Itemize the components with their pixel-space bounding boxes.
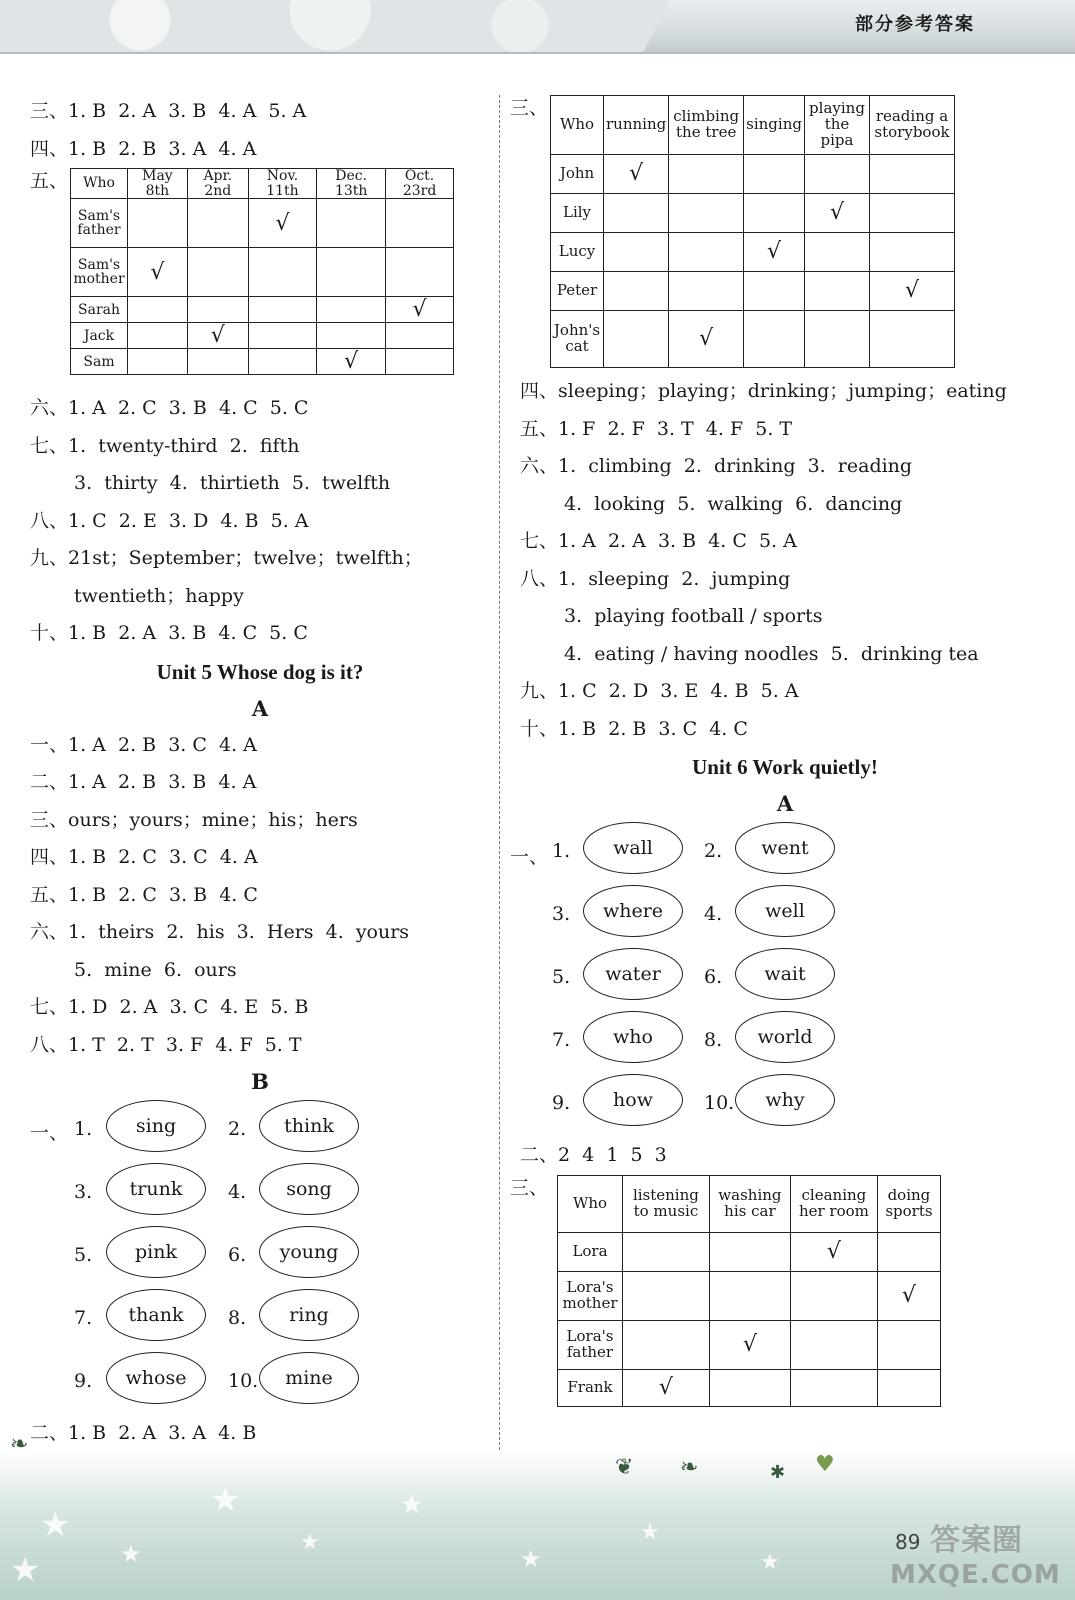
right-column — [510, 93, 1050, 1415]
row-name: Lora's father — [558, 1320, 623, 1369]
section-label: 九、 — [30, 547, 69, 569]
page-number: 89 — [895, 1530, 921, 1554]
check-cell: √ — [870, 272, 955, 311]
answer-line — [520, 523, 1050, 561]
unit5-section-a-answers — [30, 727, 490, 1065]
answer-text: 1. A 2. A 3. B 4. C 5. A — [558, 530, 797, 552]
check-cell: √ — [604, 155, 669, 194]
section-label: 五、 — [30, 883, 69, 906]
section-label: 六、 — [30, 921, 69, 943]
star-icon: ★ — [210, 1480, 241, 1520]
column-header: Nov. 11th — [248, 169, 317, 199]
answer-text: 1. C 2. D 3. E 4. B 5. A — [558, 680, 799, 702]
check-cell — [128, 323, 188, 349]
item-number: 5. — [552, 966, 571, 988]
item-number: 6. — [704, 966, 723, 988]
check-cell — [790, 1320, 877, 1369]
oval-word: young — [259, 1226, 359, 1278]
oval-word: wall — [583, 822, 683, 874]
table-row — [71, 297, 454, 323]
section-label: 八、 — [520, 567, 559, 590]
check-cell — [386, 349, 454, 375]
answer-line — [30, 839, 490, 877]
unit6-oval-block — [510, 822, 1050, 1137]
table-header-row — [551, 96, 955, 155]
row-name: Lora's mother — [558, 1271, 623, 1320]
item-number: 4. — [704, 903, 723, 925]
table-row — [71, 199, 454, 248]
oval-row — [520, 948, 1050, 1011]
answer-line — [520, 636, 1050, 674]
answer-text: 2 4 1 5 3 — [558, 1144, 667, 1166]
section-label: 九、 — [520, 680, 559, 702]
table-row — [551, 155, 955, 194]
section-label: 八、 — [30, 1033, 69, 1056]
row-name: John — [551, 155, 604, 194]
item-number: 9. — [552, 1092, 571, 1114]
row-name: Lora — [558, 1232, 623, 1271]
item-number: 9. — [74, 1370, 93, 1392]
table-row — [551, 311, 955, 368]
check-cell — [709, 1369, 790, 1406]
check-cell — [669, 155, 744, 194]
item-number: 2. — [704, 840, 723, 862]
row-name: Sam's mother — [71, 248, 128, 297]
item-number: 7. — [552, 1029, 571, 1051]
section-label: 四、 — [30, 846, 69, 868]
column-header: reading a storybook — [870, 96, 955, 155]
chores-table — [557, 1175, 941, 1407]
table-row — [551, 272, 955, 311]
star-icon: ★ — [40, 1505, 71, 1545]
item-number: 3. — [74, 1181, 93, 1203]
section-label: 五、 — [520, 417, 559, 440]
column-header: Dec. 13th — [317, 169, 386, 199]
check-cell — [623, 1232, 710, 1271]
oval-word: where — [583, 885, 683, 937]
item-number: 6. — [228, 1244, 247, 1266]
check-cell: √ — [623, 1369, 710, 1406]
answer-text: 1. climbing 2. drinking 3. reading — [558, 455, 913, 477]
check-cell — [804, 155, 869, 194]
answer-text: ours；yours；mine；his；hers — [68, 808, 358, 831]
oval-word: wait — [735, 948, 835, 1000]
watermark-logo: 答案圈 — [930, 1523, 1023, 1558]
oval-words-list — [30, 1100, 490, 1415]
check-cell: √ — [248, 199, 317, 248]
answer-text: 21st；September；twelve；twelfth； — [68, 547, 423, 569]
answer-line — [30, 989, 490, 1027]
section-label: 一、 — [30, 1122, 69, 1144]
column-header: Who — [551, 96, 604, 155]
check-cell — [187, 199, 248, 248]
section-label: 四、 — [30, 137, 69, 160]
answer-line — [520, 673, 1050, 711]
leaf-icon: ❧ — [680, 1455, 699, 1480]
answer-line — [30, 93, 490, 131]
table-row — [71, 323, 454, 349]
section-label: 二、 — [30, 771, 69, 793]
check-cell — [386, 199, 454, 248]
check-cell — [128, 349, 188, 375]
answer-text: sleeping；playing；drinking；jumping；eating — [558, 380, 1007, 402]
unit5-title: Unit 5 Whose dog is it? — [156, 659, 364, 684]
column-header: Who — [558, 1175, 623, 1232]
leaf-icon: ✱ — [770, 1462, 786, 1483]
header-decoration — [0, 0, 670, 52]
check-cell — [604, 311, 669, 368]
table-row — [71, 349, 454, 375]
table-row — [558, 1232, 941, 1271]
answer-line — [30, 131, 490, 169]
section-a-heading: A — [251, 695, 269, 721]
check-cell — [317, 323, 386, 349]
check-cell — [669, 233, 744, 272]
oval-word: water — [583, 948, 683, 1000]
section-label: 一、 — [510, 846, 549, 868]
item-number: 8. — [228, 1307, 247, 1329]
section-label: 十、 — [30, 622, 69, 644]
check-cell — [870, 194, 955, 233]
answer-text: 1. B 2. A 3. B 4. C 5. C — [68, 622, 308, 644]
item-number: 3. — [552, 903, 571, 925]
check-cell — [790, 1369, 877, 1406]
answer-line — [30, 914, 490, 952]
section-label: 一、 — [30, 733, 69, 756]
section-label: 三、 — [510, 97, 549, 119]
check-cell — [248, 323, 317, 349]
answer-text: 1. B 2. B 3. C 4. C — [558, 717, 748, 740]
column-header: climbing the tree — [669, 96, 744, 155]
section-label: 二、 — [520, 1144, 559, 1166]
check-cell — [386, 323, 454, 349]
right-answers — [520, 373, 1050, 748]
section-label: 六、 — [520, 455, 559, 477]
oval-word: sing — [106, 1100, 206, 1152]
check-cell — [877, 1369, 940, 1406]
section-label: 五、 — [30, 170, 69, 192]
section-label: 二、 — [30, 1422, 69, 1444]
table-header-row — [71, 169, 454, 199]
check-cell — [709, 1271, 790, 1320]
item-number: 4. — [228, 1181, 247, 1203]
left-mid-answers — [30, 390, 490, 653]
item-number: 10. — [704, 1092, 735, 1114]
check-cell — [804, 272, 869, 311]
answer-text: 1. A 2. C 3. B 4. C 5. C — [68, 397, 309, 419]
check-cell — [877, 1232, 940, 1271]
answer-text: 3. playing football / sports — [564, 605, 823, 627]
oval-word: mine — [259, 1352, 359, 1404]
section-label: 三、 — [30, 808, 69, 831]
section-label: 六、 — [30, 397, 69, 419]
check-cell — [604, 194, 669, 233]
answer-text: 3. thirty 4. thirtieth 5. twelfth — [74, 472, 391, 494]
answer-text: 1. F 2. F 3. T 4. F 5. T — [558, 417, 793, 440]
check-cell — [870, 233, 955, 272]
answer-line — [30, 877, 490, 915]
star-icon: ★ — [300, 1530, 320, 1555]
unit6-order-answer — [520, 1137, 1050, 1175]
table-row — [558, 1271, 941, 1320]
check-cell — [744, 155, 805, 194]
answer-text: 4. looking 5. walking 6. dancing — [564, 492, 903, 515]
table-row — [551, 194, 955, 233]
answer-line — [520, 448, 1050, 486]
heart-icon: ♥ — [815, 1452, 835, 1477]
item-number: 8. — [704, 1029, 723, 1051]
column-header: playing the pipa — [804, 96, 869, 155]
item-number: 1. — [552, 840, 571, 862]
check-cell: √ — [128, 248, 188, 297]
column-header: cleaning her room — [790, 1175, 877, 1232]
section-label: 四、 — [520, 380, 559, 402]
answer-line — [30, 465, 490, 503]
answer-line — [520, 711, 1050, 749]
check-cell — [669, 194, 744, 233]
check-cell: √ — [669, 311, 744, 368]
star-icon: ★ — [520, 1545, 542, 1573]
answer-line — [520, 486, 1050, 524]
row-name: Jack — [71, 323, 128, 349]
answer-line — [520, 561, 1050, 599]
oval-word: well — [735, 885, 835, 937]
oval-row — [30, 1100, 490, 1163]
answer-text: 1. B 2. C 3. B 4. C — [68, 883, 258, 906]
section-label: 七、 — [30, 996, 69, 1018]
section-label: 十、 — [520, 717, 559, 740]
unit6-title: Unit 6 Work quietly! — [692, 755, 878, 779]
star-icon: ★ — [760, 1550, 780, 1575]
star-icon: ★ — [120, 1540, 142, 1568]
row-name: Sam — [71, 349, 128, 375]
check-cell — [128, 297, 188, 323]
answer-line — [30, 802, 490, 840]
section-label: 三、 — [30, 100, 69, 122]
oval-word: think — [259, 1100, 359, 1152]
answer-text: 1. A 2. B 3. C 4. A — [68, 733, 257, 756]
answer-text: 1. A 2. B 3. B 4. A — [68, 771, 257, 793]
answer-text: 1. B 2. A 3. A 4. B — [68, 1422, 257, 1444]
answer-text: 4. eating / having noodles 5. drinking tea — [564, 642, 979, 665]
oval-row — [30, 1289, 490, 1352]
check-cell: √ — [877, 1271, 940, 1320]
row-name: Peter — [551, 272, 604, 311]
left-top-answers — [30, 93, 490, 168]
oval-word: why — [735, 1074, 835, 1126]
section-five-table-block — [30, 168, 490, 390]
item-number: 5. — [74, 1244, 93, 1266]
oval-row — [30, 1163, 490, 1226]
item-number: 7. — [74, 1307, 93, 1329]
check-cell — [187, 349, 248, 375]
answer-text: 1. twenty-third 2. fifth — [68, 434, 300, 457]
answer-line — [30, 952, 490, 990]
check-cell — [870, 155, 955, 194]
check-cell — [187, 248, 248, 297]
answer-line — [520, 598, 1050, 636]
watermark-url: MXQE.COM — [890, 1560, 1061, 1590]
row-name: Lucy — [551, 233, 604, 272]
answer-text: 1. T 2. T 3. F 4. F 5. T — [68, 1033, 302, 1056]
answer-line — [30, 1027, 490, 1065]
leaf-icon: ❧ — [10, 1432, 29, 1457]
check-cell — [604, 233, 669, 272]
unit6-table-block — [510, 1175, 1050, 1415]
column-header: singing — [744, 96, 805, 155]
section-label: 八、 — [30, 509, 69, 532]
answer-line — [30, 615, 490, 653]
column-header: Oct. 23rd — [386, 169, 454, 199]
check-cell — [623, 1271, 710, 1320]
check-cell: √ — [790, 1232, 877, 1271]
page-header — [0, 0, 1075, 54]
answer-line — [30, 764, 490, 802]
column-header: running — [604, 96, 669, 155]
oval-word: pink — [106, 1226, 206, 1278]
check-cell: √ — [317, 349, 386, 375]
answer-line — [30, 503, 490, 541]
check-cell — [248, 297, 317, 323]
answer-text: twentieth；happy — [74, 584, 244, 607]
answer-line — [520, 411, 1050, 449]
check-cell — [317, 199, 386, 248]
row-name: Sam's father — [71, 199, 128, 248]
check-cell — [744, 272, 805, 311]
row-name: John's cat — [551, 311, 604, 368]
check-cell — [187, 297, 248, 323]
answer-line — [30, 428, 490, 466]
check-cell — [128, 199, 188, 248]
star-icon: ★ — [10, 1550, 41, 1590]
check-cell — [744, 194, 805, 233]
section-label: 七、 — [30, 434, 69, 457]
check-cell — [669, 272, 744, 311]
check-cell — [386, 248, 454, 297]
answer-line — [30, 578, 490, 616]
check-cell — [248, 349, 317, 375]
check-cell: √ — [386, 297, 454, 323]
answer-line — [520, 373, 1050, 411]
check-cell — [804, 233, 869, 272]
leaf-icon: ❦ — [615, 1455, 634, 1480]
table-row — [558, 1369, 941, 1406]
left-column — [30, 93, 490, 1453]
star-icon: ★ — [640, 1520, 660, 1545]
item-number: 2. — [228, 1118, 247, 1140]
check-cell — [870, 311, 955, 368]
oval-row — [520, 885, 1050, 948]
row-name: Sarah — [71, 297, 128, 323]
column-header: May 8th — [128, 169, 188, 199]
check-cell: √ — [187, 323, 248, 349]
answer-line — [30, 727, 490, 765]
check-cell — [877, 1320, 940, 1369]
oval-row — [30, 1352, 490, 1415]
oval-row — [30, 1226, 490, 1289]
oval-words-list — [520, 822, 1050, 1137]
column-header: washing his car — [709, 1175, 790, 1232]
oval-row — [520, 1074, 1050, 1137]
answer-text: 1. B 2. A 3. B 4. A 5. A — [68, 100, 307, 122]
oval-word: went — [735, 822, 835, 874]
check-cell: √ — [709, 1320, 790, 1369]
oval-word: thank — [106, 1289, 206, 1341]
row-name: Lily — [551, 194, 604, 233]
check-cell — [317, 248, 386, 297]
oval-word: trunk — [106, 1163, 206, 1215]
answer-text: 1. sleeping 2. jumping — [558, 567, 791, 590]
column-header: Who — [71, 169, 128, 199]
check-cell — [804, 311, 869, 368]
check-cell: √ — [804, 194, 869, 233]
oval-word: whose — [106, 1352, 206, 1404]
check-cell — [248, 248, 317, 297]
answer-text: 1. D 2. A 3. C 4. E 5. B — [68, 996, 309, 1018]
answer-text: 5. mine 6. ours — [74, 958, 237, 981]
column-header: listening to music — [623, 1175, 710, 1232]
table-row — [551, 233, 955, 272]
answer-text: 1. B 2. C 3. C 4. A — [68, 846, 258, 868]
activity-table — [550, 95, 955, 368]
section-label: 七、 — [520, 530, 559, 552]
oval-row — [520, 1011, 1050, 1074]
check-cell — [317, 297, 386, 323]
table-row — [558, 1320, 941, 1369]
oval-row — [520, 822, 1050, 885]
column-header: doing sports — [877, 1175, 940, 1232]
item-number: 10. — [228, 1370, 259, 1392]
column-divider — [499, 95, 500, 1465]
check-cell — [790, 1271, 877, 1320]
answer-line — [30, 540, 490, 578]
item-number: 1. — [74, 1118, 93, 1140]
oval-word: song — [259, 1163, 359, 1215]
answer-text: 1. B 2. B 3. A 4. A — [68, 137, 257, 160]
section-a-heading: A — [776, 791, 794, 816]
table-row — [71, 248, 454, 297]
answer-text: 1. C 2. E 3. D 4. B 5. A — [68, 509, 309, 532]
table-header-row — [558, 1175, 941, 1232]
check-cell — [744, 311, 805, 368]
oval-word: who — [583, 1011, 683, 1063]
header-title: 部分参考答案 — [855, 14, 975, 35]
column-header: Apr. 2nd — [187, 169, 248, 199]
check-cell — [709, 1232, 790, 1271]
oval-word: world — [735, 1011, 835, 1063]
star-icon: ★ — [400, 1490, 424, 1520]
section-b-heading: B — [251, 1069, 269, 1094]
check-cell — [623, 1320, 710, 1369]
unit5-b-part2 — [30, 1415, 490, 1453]
check-cell: √ — [744, 233, 805, 272]
section-three-table-block — [510, 93, 1050, 373]
oval-word: how — [583, 1074, 683, 1126]
oval-word: ring — [259, 1289, 359, 1341]
answer-line — [30, 390, 490, 428]
answer-text: 1. theirs 2. his 3. Hers 4. yours — [68, 921, 410, 943]
check-cell — [604, 272, 669, 311]
unit5-oval-block — [30, 1100, 490, 1415]
birthday-table — [70, 168, 454, 375]
row-name: Frank — [558, 1369, 623, 1406]
section-label: 三、 — [510, 1176, 549, 1199]
